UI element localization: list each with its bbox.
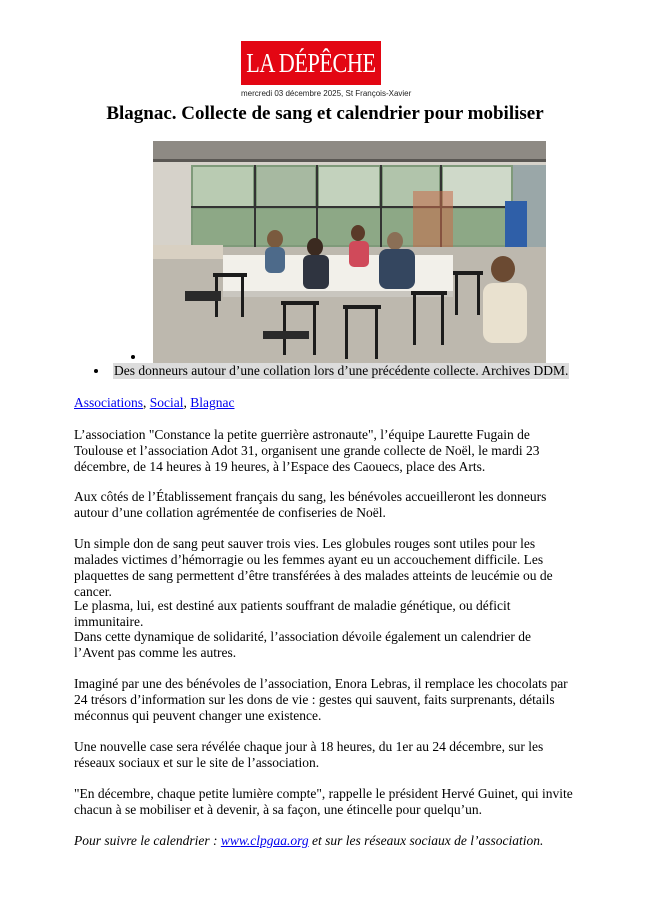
- caption-bullet: [94, 369, 98, 373]
- paragraph-4: Le plasma, lui, est destiné aux patients souffrant de maladie génétique, ou déficit immunitaire.: [74, 598, 511, 629]
- tag-list: Associations, Social, Blagnac: [74, 395, 235, 410]
- paragraph-8: "En décembre, chaque petite lumière compte", rappelle le président Hervé Guinet, qui invite chacun à se mobiliser et à devenir, à sa façon, une étincelle pour quelqu’un.: [74, 786, 573, 817]
- footer-prefix: Pour suivre le calendrier :: [74, 833, 221, 848]
- paragraph-3: Un simple don de sang peut sauver trois vies. Les globules rouges sont utiles pour les malades victimes d’hémorragie ou les femmes ayant eu un accouchement difficile. Les plaquettes de sang permettent d’être transférées à des malades atteints de leucémie ou de cancer.: [74, 536, 553, 599]
- footer-suffix: et sur les réseaux sociaux de l’association.: [308, 833, 544, 848]
- paragraph-5: Dans cette dynamique de solidarité, l’association dévoile également un calendrier de l’Avent pas comme les autres.: [74, 629, 531, 660]
- paragraph-6: Imaginé par une des bénévoles de l’association, Enora Lebras, il remplace les chocolats par 24 trésors d’information sur les dons de vie : gestes qui sauvent, faits surprenants, détails méconnus qui peuvent changer une existence.: [74, 676, 568, 723]
- paragraph-2: Aux côtés de l’Établissement français du sang, les bénévoles accueilleront les donneurs autour d’une collation agrémentée de confiseries de Noël.: [74, 489, 547, 520]
- tag-link-associations[interactable]: Associations: [74, 395, 143, 410]
- article-title: Blagnac. Collecte de sang et calendrier pour mobiliser: [106, 103, 544, 124]
- image-caption: Des donneurs autour d’une collation lors d’une précédente collecte. Archives DDM.: [114, 363, 569, 378]
- paragraph-7: Une nouvelle case sera révélée chaque jour à 18 heures, du 1er au 24 décembre, sur les réseaux sociaux et sur le site de l’association.: [74, 739, 544, 770]
- empty-list-bullet: [131, 355, 135, 359]
- paragraph-1: L’association "Constance la petite guerrière astronaute", l’équipe Laurette Fugain de Toulouse et l’association Adot 31, organisent une grande collecte de Noël, le mardi 23 décembre, de 14 heures à 19 heures, à l’Espace des Caouecs, place des Arts.: [74, 427, 540, 474]
- dateline: mercredi 03 décembre 2025, St François-Xavier: [241, 89, 412, 98]
- article-photo-illustration: [153, 141, 546, 363]
- article-photo: [153, 141, 546, 363]
- la-depeche-logo: [241, 41, 381, 85]
- logo-text: LA DÉPÊCHE: [246, 47, 376, 78]
- association-website-link[interactable]: www.clpgaa.org: [220, 833, 309, 848]
- tag-link-blagnac[interactable]: Blagnac: [190, 395, 235, 410]
- calendar-footer-note: [74, 833, 574, 849]
- tag-link-social[interactable]: Social: [149, 395, 184, 410]
